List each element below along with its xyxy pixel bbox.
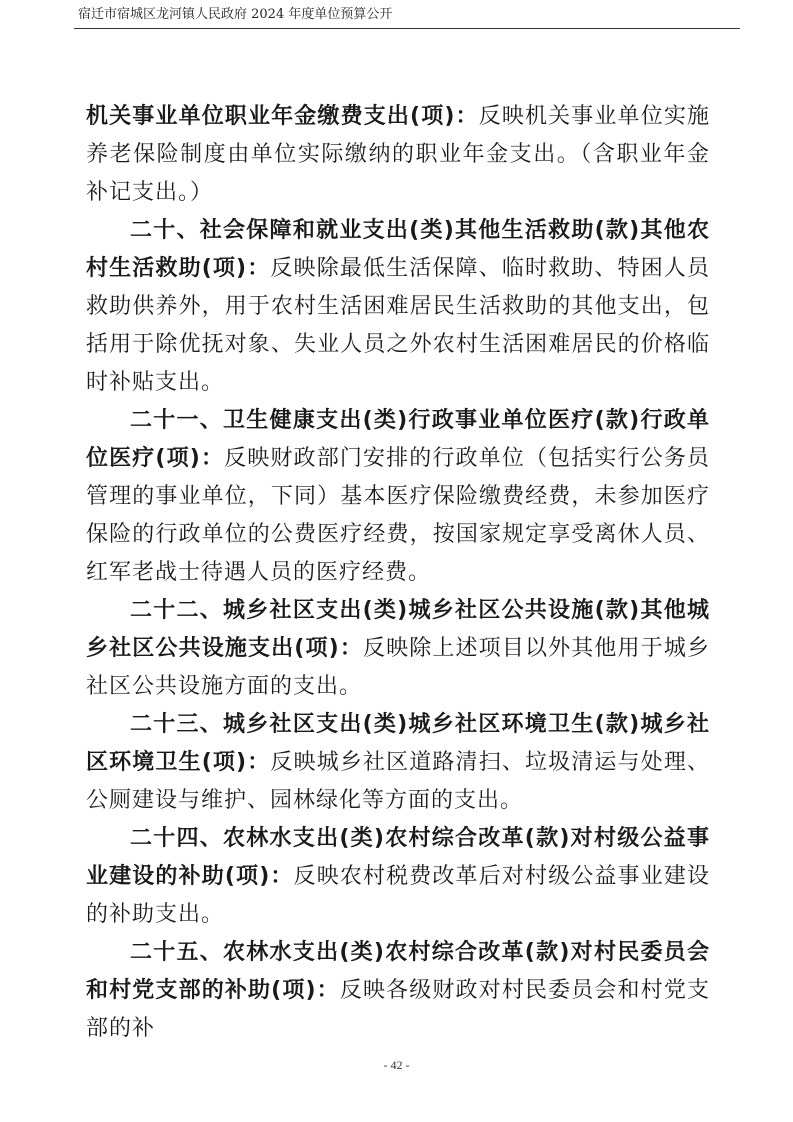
paragraph-heading: 二十四、农林水支出(类)农村综合改革(款)对村级公益事业建设的补助(项)： [86, 826, 710, 889]
paragraph-text: 反映除上述项目以外其他用于城乡社区公共设施方面的支出。 [86, 636, 710, 699]
paragraph-community-facilities [86, 592, 710, 706]
paragraph-heading: 二十三、城乡社区支出(类)城乡社区环境卫生(款)城乡社区环境卫生(项)： [86, 712, 710, 775]
paragraph-heading: 机关事业单位职业年金缴费支出(项)： [86, 104, 479, 129]
paragraph-text: 反映农村税费改革后对村级公益事业建设的补助支出。 [86, 864, 710, 927]
paragraph-heading: 二十五、农林水支出(类)农村综合改革(款)对村民委员会和村党支部的补助(项)： [86, 940, 710, 1003]
paragraph-text: 反映各级财政对村民委员会和村党支部的补 [86, 978, 710, 1041]
header-divider [74, 28, 740, 29]
page-header: 宿迁市宿城区龙河镇人民政府 2024 年度单位预算公开 [78, 7, 393, 22]
page-number: - 42 - [383, 1058, 410, 1072]
paragraph-text: 反映除最低生活保障、临时救助、特困人员救助供养外，用于农村生活困难居民生活救助的其他支出，包括用于除优抚对象、失业人员之外农村生活困难居民的价格临时补贴支出。 [86, 256, 710, 395]
paragraph-text: 反映机关事业单位实施养老保险制度由单位实际缴纳的职业年金支出。（含职业年金补记支出。） [86, 104, 710, 205]
paragraph-admin-medical [86, 402, 710, 592]
paragraph-text: 反映城乡社区道路清扫、垃圾清运与处理、公厕建设与维护、园林绿化等方面的支出。 [86, 750, 710, 813]
document-body [86, 98, 710, 1048]
paragraph-pension-expenditure [86, 98, 710, 212]
paragraph-rural-living-assistance [86, 212, 710, 402]
paragraph-community-sanitation [86, 706, 710, 820]
paragraph-heading: 二十二、城乡社区支出(类)城乡社区公共设施(款)其他城乡社区公共设施支出(项)： [86, 598, 710, 661]
paragraph-heading: 二十、社会保障和就业支出(类)其他生活救助(款)其他农村生活救助(项)： [86, 218, 710, 281]
paragraph-village-committee [86, 934, 710, 1048]
paragraph-village-welfare [86, 820, 710, 934]
paragraph-heading: 二十一、卫生健康支出(类)行政事业单位医疗(款)行政单位医疗(项)： [86, 408, 710, 471]
paragraph-text: 反映财政部门安排的行政单位（包括实行公务员管理的事业单位，下同）基本医疗保险缴费经费，未参加医疗保险的行政单位的公费医疗经费，按国家规定享受离休人员、红军老战士待遇人员的医疗经费。 [86, 446, 710, 585]
